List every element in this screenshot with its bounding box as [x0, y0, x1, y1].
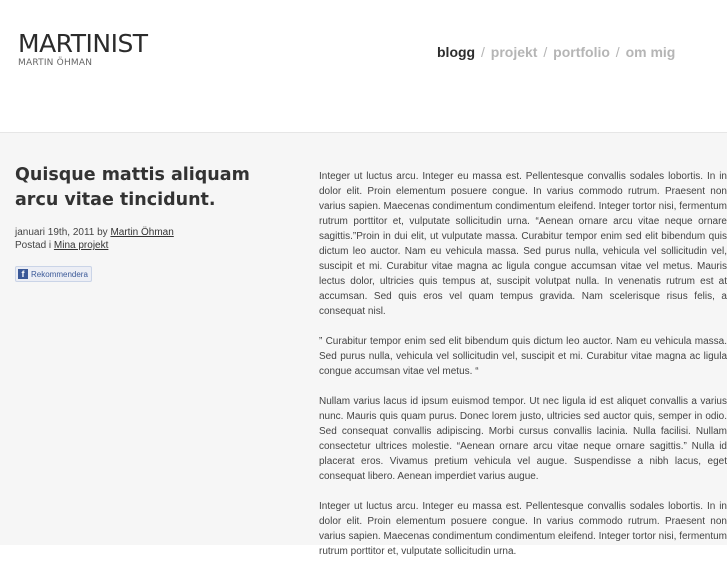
logo-subtitle: MARTIN ÖHMAN: [18, 58, 93, 68]
nav-item-portfolio[interactable]: portfolio: [553, 44, 610, 60]
site-logo[interactable]: [18, 30, 148, 68]
post-paragraph: Integer ut luctus arcu. Integer eu massa est. Pellentesque convallis sodales lobortis. In in dolor elit. Proin elementum posuere congue. In varius commodo rutrum. Praesent non varius sapien. Maecenas condimentum condimentum eleifend. Integer tortor nisi, fermentum rutrum porttitor et, vulputate sollicitudin urna.: [319, 501, 727, 557]
post-title[interactable]: Quisque mattis aliquam arcu vitae tincidunt.: [15, 165, 250, 210]
facebook-recommend-button[interactable]: [15, 266, 92, 282]
post-date: januari 19th, 2011 by: [15, 227, 108, 238]
nav-separator: /: [543, 44, 548, 60]
post-category-line: [15, 239, 285, 252]
category-link[interactable]: Mina projekt: [53, 240, 109, 251]
nav-item-om-mig[interactable]: om mig: [625, 44, 676, 60]
author-link[interactable]: Martin Öhman: [110, 227, 174, 238]
post-body: [319, 169, 727, 574]
post-paragraph: ” Curabitur tempor enim sed elit bibendum quis dictum leo auctor. Nam eu vehicula massa. Sed purus nulla, vehicula vel sollicitudin vel, suscipit et mi. Curabitur vitae magna ac ligula congue accumsan vitae vel metus. “: [319, 336, 727, 377]
recommend-label: Rekommendera: [31, 269, 88, 279]
nav-item-blogg[interactable]: blogg: [437, 44, 476, 60]
nav-item-projekt[interactable]: projekt: [490, 44, 538, 60]
facebook-f-icon: f: [18, 269, 28, 279]
post-paragraph: Integer ut luctus arcu. Integer eu massa est. Pellentesque convallis sodales lobortis. In in dolor elit. Proin elementum posuere congue. In varius commodo rutrum. Praesent non varius sapien. Maecenas condimentum condimentum eleifend. Integer tortor nisi, fermentum rutrum porttitor et, vulputate sollicitudin urna. “Aenean ornare arcu vitae neque ornare sagittis.”Proin in dui elit, ut vulputate massa. Curabitur tempor enim sed elit bibendum quis dictum leo auctor. Nam eu vehicula massa. Sed purus nulla, vehicula vel sollicitudin vel, suscipit et mi. Curabitur vitae magna ac ligula congue accumsan vitae vel metus. Mauris lectus dolor, ultricies quis tempus at, suscipit volutpat nulla. In venenatis rutrum est at accumsan. Sed quis eros vel quam tempus gravida. Nam scelerisque risus felis, a consequat nisl.: [319, 171, 727, 317]
main-nav: [437, 44, 675, 60]
logo-title: MARTINIST: [18, 29, 148, 58]
post-date-line: [15, 226, 285, 239]
main-content: [0, 133, 727, 557]
nav-separator: /: [481, 44, 485, 60]
post-sidebar: [15, 163, 285, 282]
site-header: [0, 0, 727, 132]
post-paragraph: Nullam varius lacus id ipsum euismod tempor. Ut nec ligula id est aliquet convallis a varius nunc. Mauris quis quam purus. Donec lorem justo, ultricies sed auctor quis, semper in odio. Sed consequat convallis adipiscing. Morbi cursus convallis lacinia. Nulla facilisi. Nullam consectetur ultrices molestie. “Aenean ornare arcu vitae neque ornare sagittis.” Nulla id placerat eros. Vivamus pretium vehicula vel augue. Suspendisse a nibh lacus, eget consequat libero. Aenean imperdiet varius augue.: [319, 396, 727, 482]
posted-in-label: Postad i: [15, 240, 52, 251]
nav-separator: /: [615, 44, 620, 60]
post-meta: [15, 226, 285, 252]
